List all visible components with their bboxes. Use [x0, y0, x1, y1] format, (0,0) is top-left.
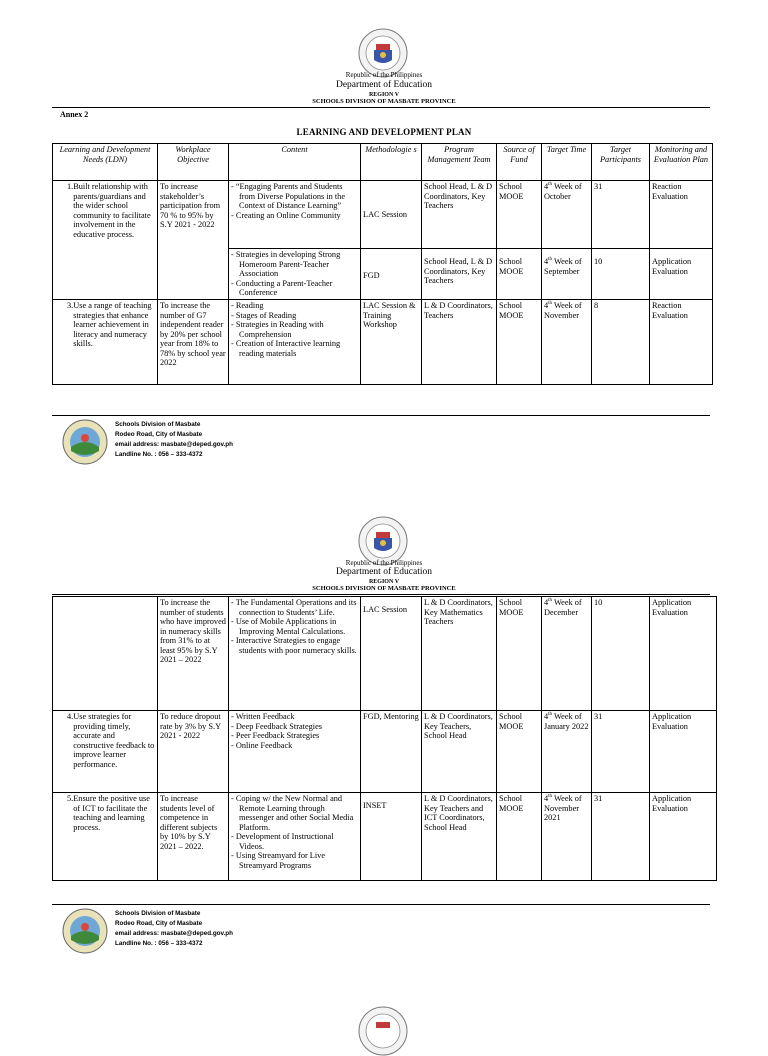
ldn-number: 1.	[67, 182, 74, 191]
deped-seal-icon	[358, 1006, 408, 1056]
division-logo-icon	[62, 419, 108, 465]
plan-title: LEARNING AND DEVELOPMENT PLAN	[296, 127, 472, 137]
objective-cell: To increase stakeholder’s participation from 70 % to 95% by S.Y 2021 - 2022	[158, 181, 229, 300]
col-team: Program Management Team	[422, 144, 497, 181]
header-rule	[52, 107, 710, 108]
annex-label: Annex 2	[60, 110, 89, 119]
col-methodologies: Methodologie s	[361, 144, 422, 181]
header-republic: Republic of the Philippines	[345, 559, 423, 567]
ldn-number: 4.	[67, 712, 74, 721]
team-cell: L & D Coordinators, Key Teachers and ICT Coordinators, School Head	[422, 793, 497, 881]
fund-cell: School MOOE	[497, 793, 542, 881]
team-cell: School Head, L & D Coordinators, Key Teachers	[422, 249, 497, 300]
participants-cell: 10	[592, 249, 650, 300]
method-cell: FGD	[361, 249, 422, 300]
ldn-cell	[53, 597, 158, 711]
monitoring-cell: Reaction Evaluation	[650, 300, 713, 385]
footer-address: Rodeo Road, City of Masbate	[115, 920, 203, 927]
ldn-text: Use a range of teaching strategies that enhance learner achievement in literacy and numeracy skills.	[73, 301, 152, 349]
table-row	[53, 711, 717, 793]
time-cell: 4th Week of December	[542, 597, 592, 711]
content-cell	[229, 249, 361, 300]
ldp-table-page1	[52, 143, 713, 385]
objective-cell: To increase students level of competence in different subjects by 10% by S.Y 2021 – 2022.	[158, 793, 229, 881]
header-department: Department of Education	[335, 567, 433, 577]
ldn-text: Ensure the positive use of ICT to facilitate the teaching and learning process.	[73, 794, 150, 832]
col-content: Content	[229, 144, 361, 181]
table-row	[53, 597, 717, 711]
content-item: - Deep Feedback Strategies	[231, 722, 358, 732]
team-cell: L & D Coordinators, Key Teachers, School Head	[422, 711, 497, 793]
content-item: - Creation of Interactive learning reading materials	[231, 339, 358, 358]
footer-landline: Landline No. : 056 – 333-4372	[115, 940, 203, 947]
footer-landline: Landline No. : 056 – 333-4372	[115, 451, 203, 458]
content-item: - Coping w/ the New Normal and Remote Learning through messenger and other Social Media Platform.	[231, 794, 358, 832]
division-logo-icon	[62, 908, 108, 954]
team-cell: L & D Coordinators, Teachers	[422, 300, 497, 385]
footer-email: email address: masbate@deped.gov.ph	[115, 930, 234, 937]
time-cell: 4th Week of January 2022	[542, 711, 592, 793]
content-item: - Strategies in Reading with Comprehension	[231, 320, 358, 339]
ldn-cell	[53, 181, 158, 300]
time-cell: 4th Week of November	[542, 300, 592, 385]
footer-address-block	[115, 420, 233, 460]
content-item: - Using Streamyard for Live Streamyard Programs	[231, 851, 358, 870]
header-division: SCHOOLS DIVISION OF MASBATE PROVINCE	[312, 585, 456, 592]
method-cell: INSET	[361, 793, 422, 881]
participants-cell: 31	[592, 181, 650, 249]
content-item: - Reading	[231, 301, 358, 311]
content-cell	[229, 300, 361, 385]
time-cell: 4th Week of October	[542, 181, 592, 249]
footer-rule	[52, 415, 710, 416]
content-item: - Use of Mobile Applications in Improving Mental Calculations.	[231, 617, 358, 636]
col-participants: Target Participants	[592, 144, 650, 181]
content-cell	[229, 711, 361, 793]
ldp-table-page2	[52, 596, 717, 881]
objective-cell: To increase the number of students who have improved in numeracy skills from 31% to at least 95% by S.Y 2021 – 2022	[158, 597, 229, 711]
content-item: - Peer Feedback Strategies	[231, 731, 358, 741]
content-item: - “Engaging Parents and Students from Diverse Populations in the Context of Distance Learning”	[231, 182, 358, 211]
header-region: REGION V	[368, 92, 400, 98]
content-item: - Strategies in developing Strong Homeroom Parent-Teacher Association	[231, 250, 358, 279]
content-item: - Written Feedback	[231, 712, 358, 722]
team-cell: L & D Coordinators, Key Mathematics Teachers	[422, 597, 497, 711]
fund-cell: School MOOE	[497, 711, 542, 793]
fund-cell: School MOOE	[497, 181, 542, 249]
content-cell	[229, 793, 361, 881]
header-rule	[52, 594, 710, 595]
footer-rule	[52, 904, 710, 905]
participants-cell: 31	[592, 793, 650, 881]
content-item: - Online Feedback	[231, 741, 358, 751]
ldn-cell	[53, 793, 158, 881]
method-cell: LAC Session	[361, 597, 422, 711]
ldn-text: Built relationship with parents/guardians and the wider school community to facilitate involvement in the educative process.	[73, 182, 151, 239]
participants-cell: 8	[592, 300, 650, 385]
content-item: - Interactive Strategies to engage students with poor numeracy skills.	[231, 636, 358, 655]
content-item: - The Fundamental Operations and its connection to Students’ Life.	[231, 598, 358, 617]
content-item: - Creating an Online Community	[231, 211, 358, 221]
fund-cell: School MOOE	[497, 300, 542, 385]
table-row	[53, 793, 717, 881]
col-time: Target Time	[542, 144, 592, 181]
objective-cell: To increase the number of G7 independent reader by 20% per school year from 18% to 78% by school year 2022	[158, 300, 229, 385]
table-row	[53, 300, 713, 385]
header-department: Department of Education	[335, 80, 433, 90]
ldn-cell	[53, 711, 158, 793]
team-cell: School Head, L & D Coordinators, Key Teachers	[422, 181, 497, 249]
participants-cell: 10	[592, 597, 650, 711]
time-cell: 4th Week of November 2021	[542, 793, 592, 881]
content-item: - Stages of Reading	[231, 311, 358, 321]
content-item: - Conducting a Parent-Teacher Conference	[231, 279, 358, 298]
footer-office: Schools Division of Masbate	[115, 421, 201, 428]
content-cell	[229, 597, 361, 711]
content-cell	[229, 181, 361, 249]
method-cell: FGD, Mentoring	[361, 711, 422, 793]
time-cell: 4th Week of September	[542, 249, 592, 300]
footer-address: Rodeo Road, City of Masbate	[115, 431, 203, 438]
ldn-text: Use strategies for providing timely, accurate and constructive feedback to improve learner performance.	[73, 712, 155, 769]
objective-cell: To reduce dropout rate by 3% by S.Y 2021 - 2022	[158, 711, 229, 793]
monitoring-cell: Application Evaluation	[650, 597, 717, 711]
footer-email: email address: masbate@deped.gov.ph	[115, 441, 234, 448]
ldn-number: 5.	[67, 794, 74, 803]
participants-cell: 31	[592, 711, 650, 793]
monitoring-cell: Reaction Evaluation	[650, 181, 713, 249]
col-objective: Workplace Objective	[158, 144, 229, 181]
method-cell: LAC Session & Training Workshop	[361, 300, 422, 385]
header-division: SCHOOLS DIVISION OF MASBATE PROVINCE	[312, 98, 456, 105]
col-monitoring: Monitoring and Evaluation Plan	[650, 144, 713, 181]
monitoring-cell: Application Evaluation	[650, 793, 717, 881]
ldn-cell	[53, 300, 158, 385]
footer-office: Schools Division of Masbate	[115, 910, 201, 917]
method-cell: LAC Session	[361, 181, 422, 249]
header-republic: Republic of the Philippines	[345, 71, 423, 79]
table-header-row	[53, 144, 713, 181]
header-region: REGION V	[368, 579, 400, 585]
content-item: - Development of Instructional Videos.	[231, 832, 358, 851]
fund-cell: School MOOE	[497, 597, 542, 711]
fund-cell: School MOOE	[497, 249, 542, 300]
table-row	[53, 181, 713, 249]
monitoring-cell: Application Evaluation	[650, 249, 713, 300]
col-ldn: Learning and Development Needs (LDN)	[53, 144, 158, 181]
footer-address-block	[115, 909, 233, 949]
ldn-number: 3.	[67, 301, 74, 310]
col-fund: Source of Fund	[497, 144, 542, 181]
monitoring-cell: Application Evaluation	[650, 711, 717, 793]
